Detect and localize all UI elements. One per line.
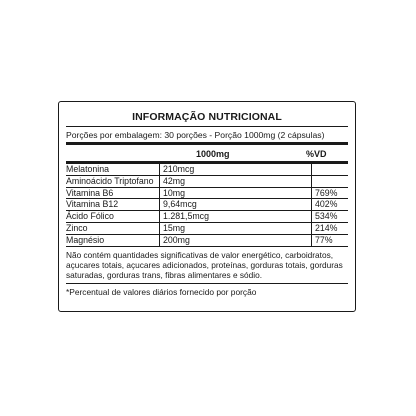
nutrient-vd: 214%	[315, 222, 338, 233]
table-header	[66, 148, 348, 161]
table-row	[66, 188, 348, 200]
nutrient-quantity: 10mg	[160, 188, 312, 199]
nutrition-label	[58, 101, 356, 312]
table-row	[66, 211, 348, 223]
nutrient-vd: 402%	[315, 199, 338, 210]
table-row	[66, 199, 348, 211]
nutrient-vd: 534%	[315, 211, 338, 222]
nutrient-table	[66, 164, 348, 247]
title-divider	[66, 126, 348, 127]
label-title: INFORMAÇÃO NUTRICIONAL	[132, 111, 282, 123]
nutrient-quantity: 42mg	[160, 176, 312, 187]
nutrient-name: Vitamina B12	[66, 199, 160, 210]
table-row	[66, 164, 348, 176]
nutrient-name: Magnésio	[66, 235, 160, 246]
nutrient-quantity: 210mcg	[160, 164, 312, 175]
nutrient-vd: 77%	[315, 234, 333, 245]
nutrient-name: Melatonina	[66, 164, 160, 175]
nutrient-quantity: 1.281,5mcg	[160, 211, 312, 222]
nutrient-vd	[312, 164, 315, 175]
header-vd: %VD	[306, 149, 327, 159]
table-row	[66, 235, 348, 247]
nutrient-name: Ácido Fólico	[66, 211, 160, 222]
table-row	[66, 223, 348, 235]
nutrient-name: Vitamina B6	[66, 188, 160, 199]
serving-divider	[66, 142, 348, 145]
nutrient-quantity: 9,64mcg	[160, 199, 312, 210]
not-significant-note: Não contém quantidades significativas de valor energético, carboidratos, açucares totais, açucares adicionados, proteínas, gorduras totais, gorduras saturadas, gorduras trans, fibras alimentares e sódio.	[66, 249, 343, 280]
nutrient-vd: 769%	[315, 187, 338, 198]
note-divider	[66, 283, 348, 284]
nutrient-quantity: 200mg	[160, 235, 312, 246]
nutrient-name: Aminoácido Triptofano	[66, 176, 160, 187]
vd-footnote: *Percentual de valores diários fornecido por porção	[66, 287, 257, 298]
table-row	[66, 176, 348, 188]
serving-info: Porções por embalagem: 30 porções - Porção 1000mg (2 cápsulas)	[66, 130, 325, 140]
header-quantity: 1000mg	[196, 149, 230, 159]
nutrient-vd	[312, 176, 315, 187]
nutrient-name: Zinco	[66, 223, 160, 234]
nutrient-quantity: 15mg	[160, 223, 312, 234]
